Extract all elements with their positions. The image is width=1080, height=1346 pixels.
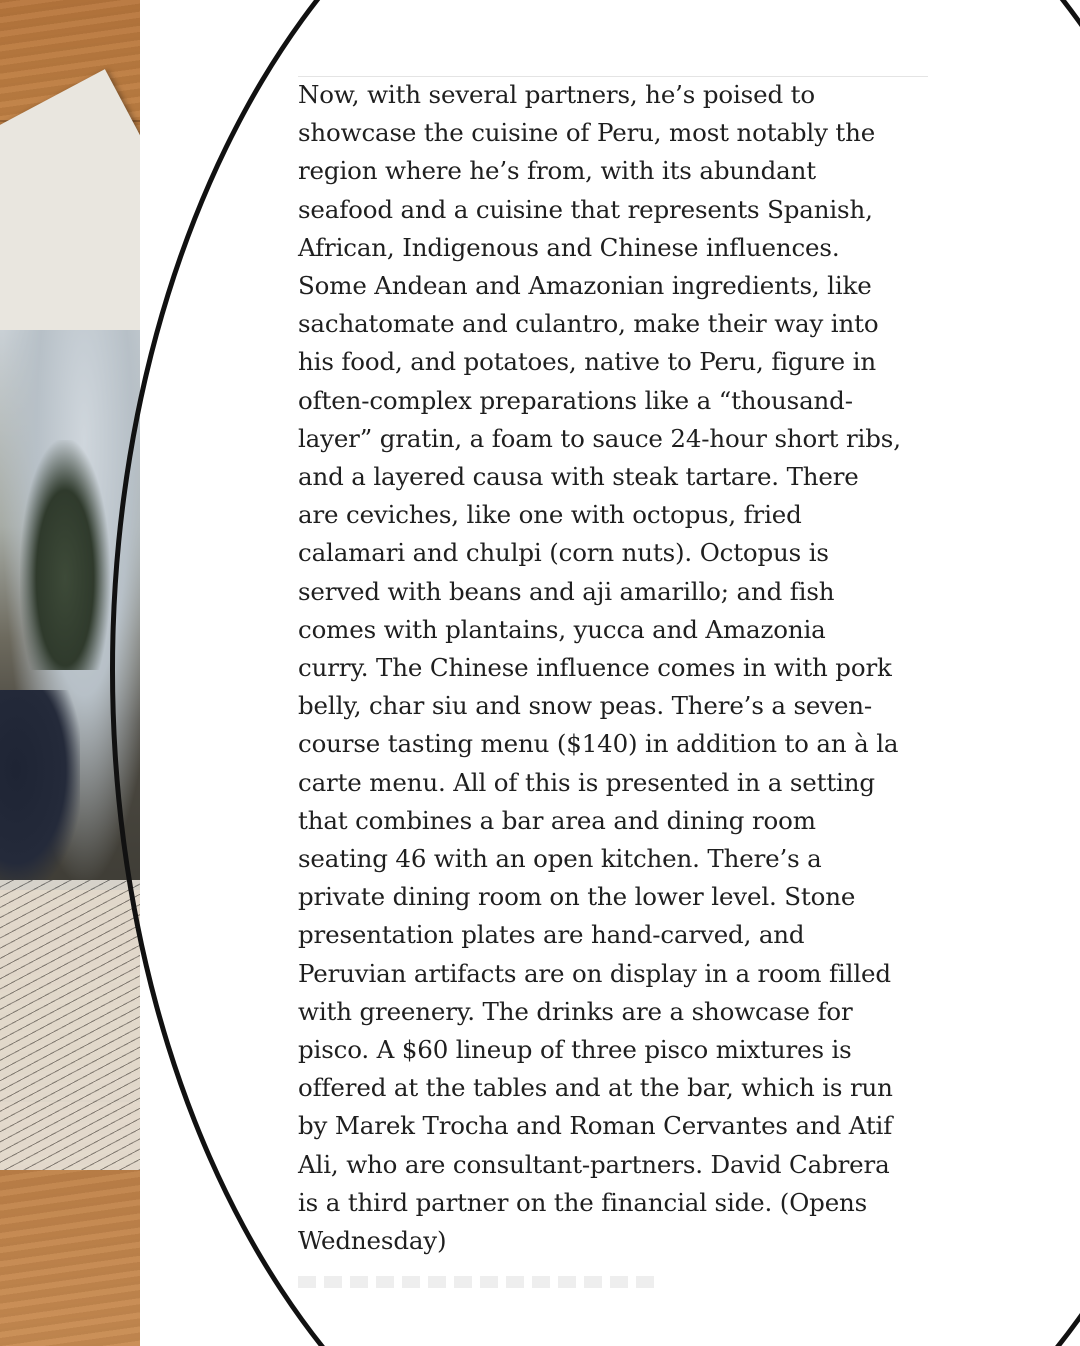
article-line: often-complex preparations like a “thousand- — [298, 385, 853, 415]
newspaper-photo — [0, 0, 140, 1346]
article-line: African, Indigenous and Chinese influences. — [298, 232, 840, 262]
article-line: Wednesday) — [298, 1226, 447, 1256]
article-line: are ceviches, like one with octopus, fried — [298, 500, 802, 530]
article-line: course tasting menu ($140) in addition to an à la — [298, 729, 899, 759]
article-line: Peruvian artifacts are on display in a room filled — [298, 958, 891, 988]
newspaper-photo-tree — [20, 440, 110, 670]
article-line: that combines a bar area and dining room — [298, 805, 816, 835]
newspaper-column-text — [0, 880, 140, 1170]
article-line: presentation plates are hand-carved, and — [298, 920, 805, 950]
article-line: showcase the cuisine of Peru, most notably the — [298, 118, 876, 148]
article-line: Ali, who are consultant-partners. David Cabrera — [298, 1149, 890, 1179]
article-line: Now, with several partners, he’s poised to — [298, 80, 815, 109]
article-line: private dining room on the lower level. Stone — [298, 882, 856, 912]
article-line: comes with plantains, yucca and Amazonia — [298, 614, 826, 644]
article-line: and a layered causa with steak tartare. There — [298, 462, 859, 492]
article-line: carte menu. All of this is presented in a setting — [298, 767, 875, 797]
article-line: sachatomate and culantro, make their way into — [298, 309, 879, 339]
article-line: layer” gratin, a foam to sauce 24-hour short ribs, — [298, 423, 901, 453]
article-line: region where he’s from, with its abundant — [298, 156, 816, 186]
article-line: his food, and potatoes, native to Peru, figure in — [298, 347, 876, 377]
article-line: with greenery. The drinks are a showcase for — [298, 996, 853, 1026]
article-line: seafood and a cuisine that represents Spanish, — [298, 194, 873, 224]
article-text — [298, 76, 901, 1260]
article-line: offered at the tables and at the bar, which is run — [298, 1073, 893, 1103]
article-line: pisco. A $60 lineup of three pisco mixtures is — [298, 1035, 852, 1065]
newspaper-photo-person — [0, 690, 80, 890]
article-line: served with beans and aji amarillo; and fish — [298, 576, 835, 606]
article-line: curry. The Chinese influence comes in with pork — [298, 653, 892, 683]
article-line: seating 46 with an open kitchen. There’s a — [298, 844, 822, 874]
faded-text-remnant — [298, 1276, 658, 1288]
article-line: Some Andean and Amazonian ingredients, like — [298, 271, 872, 301]
article-line: calamari and chulpi (corn nuts). Octopus is — [298, 538, 829, 568]
article-line: is a third partner on the financial side. (Opens — [298, 1187, 868, 1217]
article-line: belly, char siu and snow peas. There’s a seven- — [298, 691, 873, 721]
article-line: by Marek Trocha and Roman Cervantes and Atif — [298, 1111, 893, 1141]
